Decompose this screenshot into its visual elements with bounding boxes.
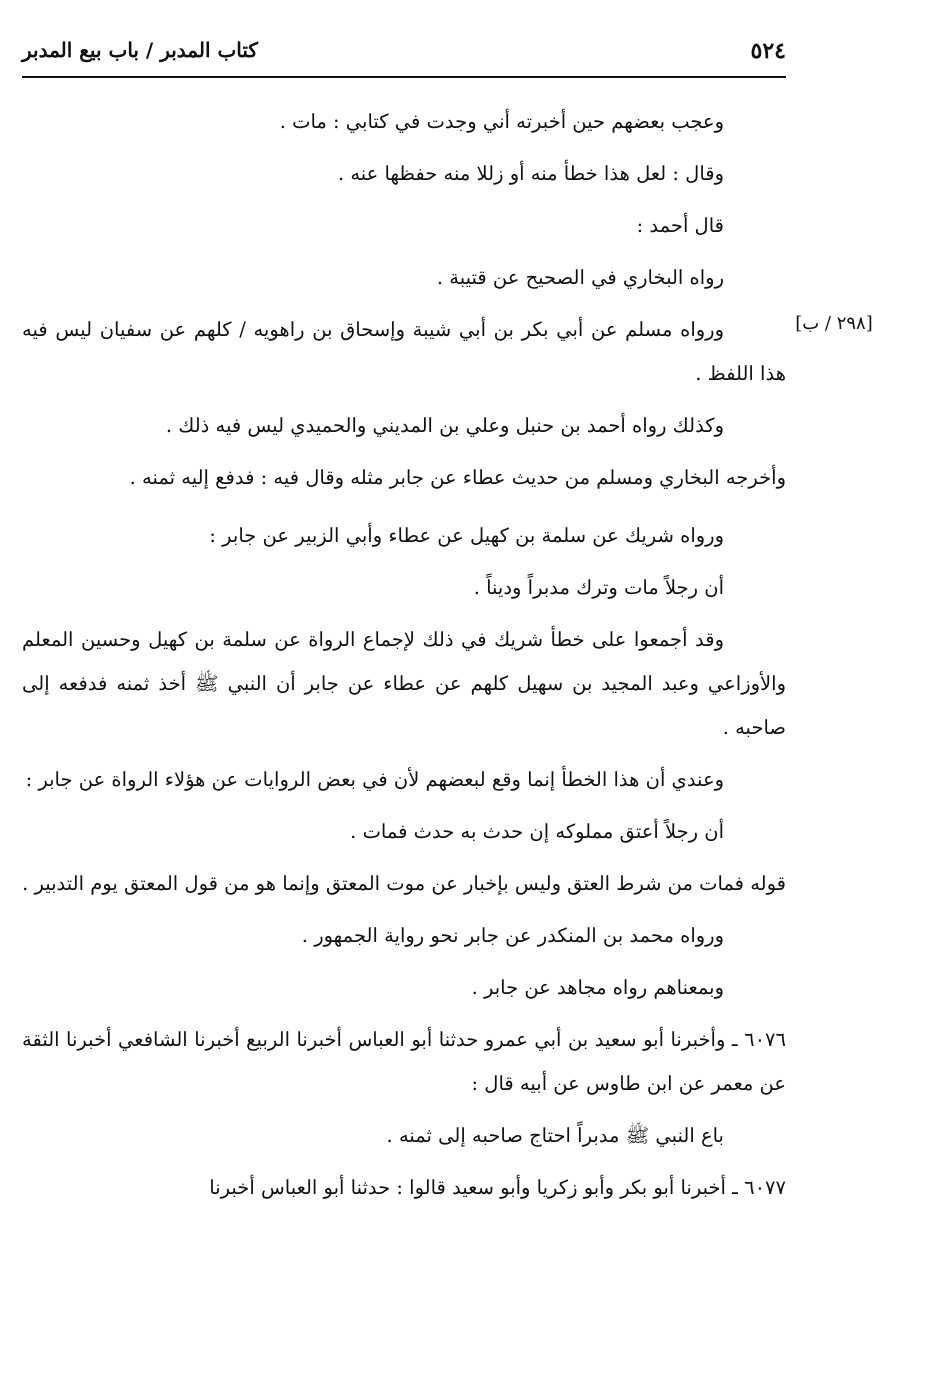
paragraph: قال أحمد : [636, 214, 724, 237]
paragraph: وبمعناهم رواه مجاهد عن جابر . [471, 976, 724, 999]
paragraph: قوله فمات من شرط العتق وليس بإخبار عن موت المعتق وإنما هو من قول المعتق يوم التدبير . [22, 872, 786, 895]
hadith-entry: ٦٠٧٦ ـ وأخبرنا أبو سعيد بن أبي عمرو حدثنا أبو العباس أخبرنا الربيع أخبرنا الشافعي أخبرنا الثقة عن معمر عن ابن طاوس عن أبيه قال : [22, 1028, 786, 1095]
paragraph: وعجب بعضهم حين أخبرته أني وجدت في كتابي : مات . [279, 110, 724, 133]
chapter-title: كتاب المدبر / باب بيع المدبر [22, 38, 258, 62]
manuscript-folio-note: [٢٩٨ / ب] [795, 313, 873, 334]
paragraph: أن رجلاً مات وترك مدبراً وديناً . [473, 576, 724, 599]
paragraph: وأخرجه البخاري ومسلم من حديث عطاء عن جابر مثله وقال فيه : فدفع إليه ثمنه . [129, 466, 786, 489]
paragraph: رواه البخاري في الصحيح عن قتيبة . [436, 266, 724, 289]
page-body [22, 100, 786, 1218]
paragraph: ورواه شريك عن سلمة بن كهيل عن عطاء وأبي الزبير عن جابر : [209, 524, 724, 547]
paragraph: ورواه مسلم عن أبي بكر بن أبي شيبة وإسحاق بن راهويه / كلهم عن سفيان ليس فيه هذا اللفظ . [22, 318, 786, 385]
paragraph: أن رجلاً أعتق مملوكه إن حدث به حدث فمات . [350, 820, 724, 843]
paragraph: وعندي أن هذا الخطأ إنما وقع لبعضهم لأن في بعض الروايات عن هؤلاء الرواة عن جابر : [25, 768, 724, 791]
hadith-entry: ٦٠٧٧ ـ أخبرنا أبو بكر وأبو زكريا وأبو سعيد قالوا : حدثنا أبو العباس أخبرنا [209, 1176, 786, 1199]
paragraph: باع النبي ﷺ مدبراً احتاج صاحبه إلى ثمنه . [386, 1124, 724, 1147]
paragraph: ورواه محمد بن المنكدر عن جابر نحو رواية الجمهور . [301, 924, 724, 947]
paragraph: وقد أجمعوا على خطأ شريك في ذلك لإجماع الرواة عن سلمة بن كهيل وحسين المعلم والأوزاعي وعبد المجيد بن سهيل كلهم عن عطاء عن جابر أن النبي ﷺ أخذ ثمنه فدفعه إلى صاحبه . [22, 628, 786, 739]
paragraph: وقال : لعل هذا خطأ منه أو زللا منه حفظها عنه . [337, 162, 724, 185]
header-divider [22, 76, 786, 78]
running-header [22, 34, 786, 74]
paragraph: وكذلك رواه أحمد بن حنبل وعلي بن المديني والحميدي ليس فيه ذلك . [165, 414, 724, 437]
page-number: ٥٢٤ [750, 38, 786, 64]
